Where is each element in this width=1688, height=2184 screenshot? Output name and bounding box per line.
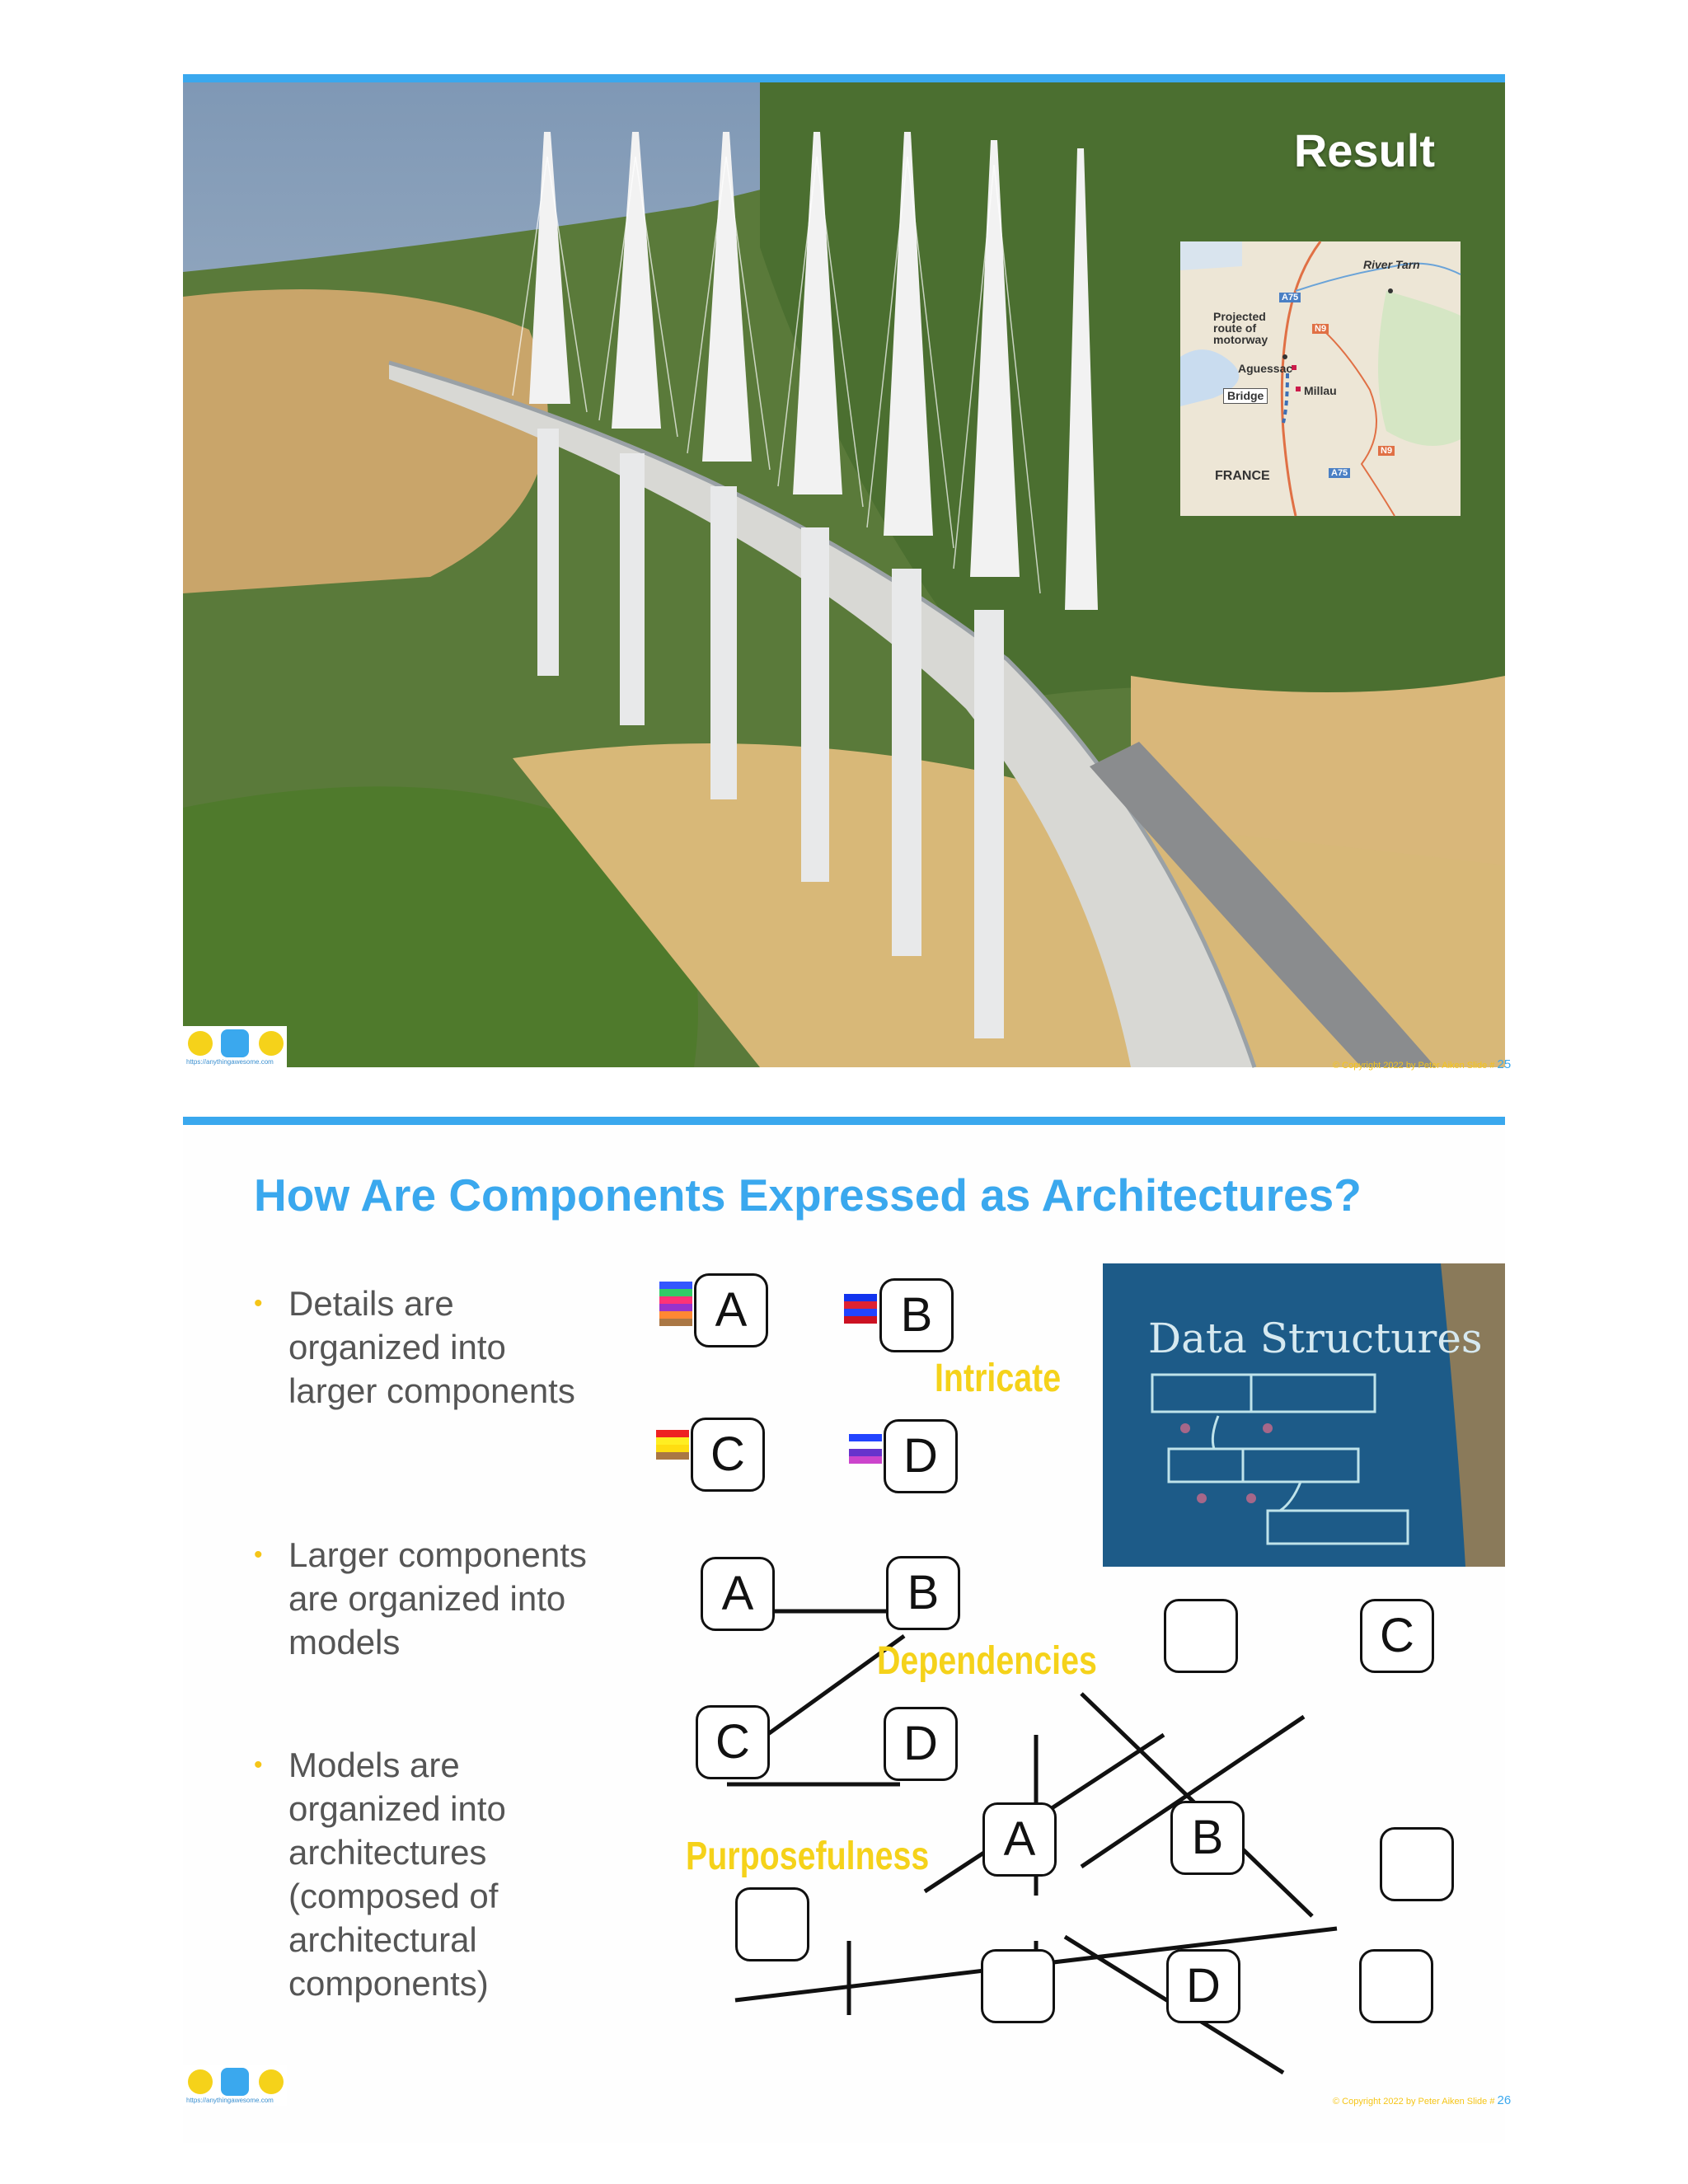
result-heading: Result bbox=[1293, 124, 1435, 176]
logo-hexagon bbox=[221, 2068, 249, 2096]
map-road-tag: N9 bbox=[1312, 324, 1329, 334]
tshirt-drawing bbox=[1103, 1263, 1505, 1567]
node-empty bbox=[1359, 1949, 1433, 2023]
viaduct-photo bbox=[183, 82, 1512, 1071]
node-d: D bbox=[884, 1707, 958, 1781]
bullet-line: components) bbox=[288, 1964, 489, 2003]
bullet-line: (composed of bbox=[288, 1877, 499, 1915]
bullet-line: models bbox=[288, 1623, 401, 1661]
anything-awesome-logo bbox=[183, 1026, 287, 1067]
bullet-line: Models are bbox=[288, 1746, 460, 1784]
slide-footer bbox=[1333, 1057, 1511, 1071]
map-label-bridge: Bridge bbox=[1223, 388, 1268, 404]
label-purposefulness: Purposefulness bbox=[686, 1835, 930, 1878]
map-road-tag: A75 bbox=[1329, 468, 1350, 478]
node-c: C bbox=[691, 1418, 765, 1492]
bullet-line: organized into bbox=[288, 1328, 506, 1366]
footer-copyright: © Copyright 2022 by Peter Aiken Slide # bbox=[1333, 1061, 1495, 1071]
footer-copyright: © Copyright 2022 by Peter Aiken Slide # bbox=[1333, 2097, 1495, 2107]
location-map bbox=[1180, 241, 1461, 516]
map-label-route: route of bbox=[1213, 321, 1257, 335]
graph-edges bbox=[653, 1545, 1477, 2056]
detail-stripes-d bbox=[849, 1434, 882, 1464]
node-c: C bbox=[696, 1705, 770, 1779]
logo-circle bbox=[259, 1031, 284, 1056]
logo-url: https://anythingawesome.com bbox=[186, 2097, 274, 2104]
bullet-line: architectural bbox=[288, 1920, 477, 1959]
anything-awesome-logo bbox=[183, 2064, 287, 2106]
slide-title: How Are Components Expressed as Architectures? bbox=[254, 1169, 1362, 1221]
node-empty bbox=[1380, 1827, 1454, 1901]
data-structures-tshirt-photo bbox=[1103, 1263, 1505, 1567]
node-d: D bbox=[884, 1419, 958, 1493]
node-empty bbox=[981, 1949, 1055, 2023]
map-road-tag: N9 bbox=[1378, 446, 1395, 456]
viaduct-illustration bbox=[183, 82, 1505, 1067]
logo-hexagon bbox=[221, 1029, 249, 1057]
slide-number: 26 bbox=[1497, 2093, 1512, 2107]
bullet-line: organized into bbox=[288, 1789, 506, 1828]
logo-circle bbox=[188, 2069, 213, 2094]
bullet-line: are organized into bbox=[288, 1579, 566, 1618]
map-label-motorway: motorway bbox=[1213, 333, 1268, 346]
node-empty bbox=[1164, 1599, 1238, 1673]
map-label-millau: Millau bbox=[1304, 384, 1337, 397]
label-dependencies: Dependencies bbox=[877, 1639, 1097, 1683]
bullet-line: architectures bbox=[288, 1833, 487, 1872]
logo-circle bbox=[188, 1031, 213, 1056]
node-b: B bbox=[886, 1556, 960, 1630]
slide-26 bbox=[183, 1117, 1512, 2143]
node-b: B bbox=[1170, 1801, 1245, 1875]
node-a: A bbox=[982, 1802, 1057, 1877]
node-b: B bbox=[879, 1278, 954, 1352]
node-a: A bbox=[701, 1557, 775, 1631]
map-label-aguessac: Aguessac bbox=[1238, 362, 1293, 375]
bullet-line: Details are bbox=[288, 1284, 454, 1323]
detail-stripes-b bbox=[844, 1294, 877, 1324]
logo-circle bbox=[259, 2069, 284, 2094]
slide-top-bar bbox=[183, 1117, 1505, 1125]
detail-stripes-c bbox=[656, 1430, 689, 1460]
map-road-tag: A75 bbox=[1279, 293, 1301, 302]
bullet-line: Larger components bbox=[288, 1535, 587, 1574]
node-empty bbox=[735, 1887, 809, 1961]
bullet-line: larger components bbox=[288, 1371, 575, 1410]
bullet-dot: • bbox=[254, 1751, 263, 1779]
node-d: D bbox=[1166, 1949, 1240, 2023]
tshirt-text: Data Structures bbox=[1148, 1315, 1483, 1362]
bullet-dot: • bbox=[254, 1541, 263, 1568]
slide-25 bbox=[183, 74, 1512, 1071]
slide-top-bar bbox=[183, 74, 1505, 82]
node-a: A bbox=[694, 1273, 768, 1347]
map-label-projected: Projected bbox=[1213, 310, 1266, 323]
label-intricate: Intricate bbox=[935, 1357, 1062, 1400]
node-c: C bbox=[1360, 1599, 1434, 1673]
map-label-france: FRANCE bbox=[1215, 469, 1270, 483]
slide-footer bbox=[1333, 2093, 1511, 2107]
map-label-river: River Tarn bbox=[1363, 258, 1420, 271]
logo-url: https://anythingawesome.com bbox=[186, 1058, 274, 1066]
slide-number: 25 bbox=[1497, 1057, 1512, 1071]
bullet-dot: • bbox=[254, 1290, 263, 1317]
detail-stripes-a bbox=[659, 1282, 692, 1326]
